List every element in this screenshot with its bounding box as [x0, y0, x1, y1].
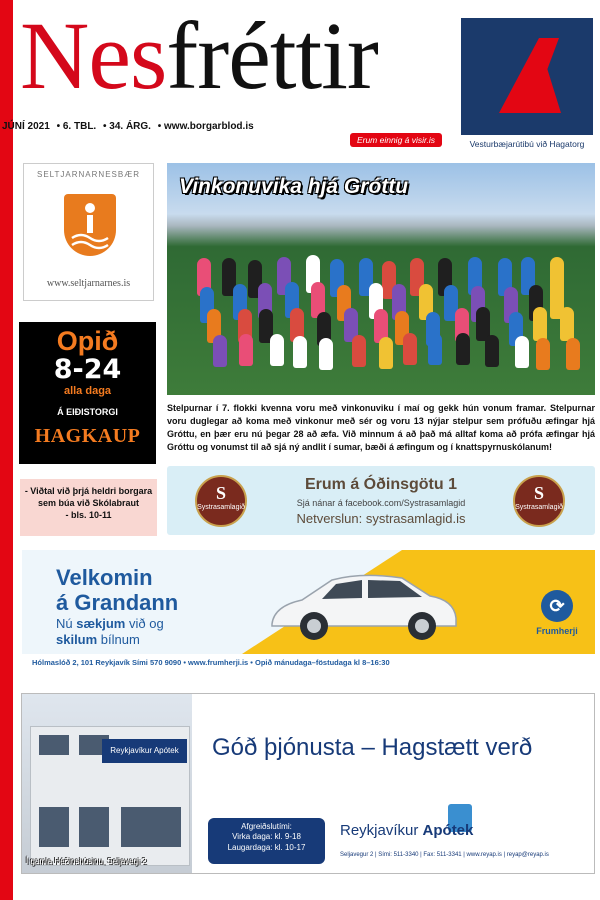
child-figure — [533, 307, 547, 341]
frumherji-sub-1: Nú sækjum við og — [56, 616, 164, 631]
issue-website[interactable]: • www.borgarblod.is — [157, 121, 254, 132]
hagkaup-hours: 8-24 — [53, 354, 122, 385]
child-figure — [485, 335, 499, 367]
seltjarnarnes-ad[interactable] — [23, 163, 154, 301]
child-figure — [428, 333, 442, 365]
teaser-line-1: - Viðtal við þrjá heldri borgara — [24, 486, 153, 496]
apotek-headline: Góð þjónusta – Hagstætt verð — [212, 734, 533, 761]
systrasamlagid-logo-left: S Systrasamlagið — [195, 475, 247, 527]
child-figure — [213, 335, 227, 367]
issue-number: • 6. TBL. — [56, 121, 97, 132]
teaser-line-2: sem búa við Skólabraut — [37, 498, 140, 509]
bank-caption: Vesturbæjarútibú við Hagatorg — [469, 139, 585, 149]
apotek-ad[interactable] — [21, 693, 595, 874]
pharmacy-building-photo — [22, 694, 192, 874]
frumherji-headline-1: Velkomin — [56, 565, 153, 590]
systrasamlagid-facebook: Sjá nánar á facebook.com/Systrasamlagid — [296, 498, 466, 508]
hours-saturday: Laugardaga: kl. 10-17 — [227, 842, 306, 852]
car-icon — [262, 566, 462, 646]
apotek-footer: Seljavegur 2 | Sími: 511-3340 | Fax: 511-3341 | www.reyap.is | reyap@reyap.is — [340, 852, 549, 858]
systrasamlagid-ad[interactable] — [167, 466, 595, 535]
child-figure — [239, 334, 253, 366]
systrasamlagid-headline: Erum á Óðinsgötu 1 — [304, 476, 457, 493]
child-figure — [536, 338, 550, 370]
main-story-title: Vinkonuvika hjá Gróttu — [179, 175, 409, 198]
hagkaup-logo: HAGKAUP — [34, 424, 141, 447]
teaser-line-3: - bls. 10-11 — [65, 510, 112, 521]
left-red-bar — [0, 0, 13, 900]
child-figure — [379, 337, 393, 369]
seltjarnarnes-title: SELTJARNARNESBÆR — [37, 170, 140, 179]
frumherji-ad[interactable] — [22, 550, 595, 668]
hours-title: Afgreiðslutími: — [241, 822, 292, 831]
pharmacy-sign: Reykjavíkur Apótek — [102, 739, 187, 763]
systrasamlagid-web: Netverslun: systrasamlagid.is — [296, 511, 466, 526]
child-figure — [319, 338, 333, 370]
frumherji-logo-icon: ⟳ — [541, 590, 573, 622]
hagkaup-open: Opið — [56, 326, 119, 356]
hagkaup-ad[interactable] — [19, 322, 156, 464]
issue-info — [2, 121, 258, 132]
photo-caption: Í gamla Héðinshúsinu, Seljavegi 2 — [26, 857, 147, 866]
child-figure — [403, 333, 417, 365]
child-figure — [515, 336, 529, 368]
child-figure — [560, 307, 574, 341]
frumherji-sub-2: skilum bílnum — [56, 632, 140, 647]
newspaper-logo: Nesfréttir — [20, 2, 378, 109]
main-story-caption: Stelpurnar í 7. flokki kvenna voru með vinkonuviku í maí og gekk hún vonum framar. Stelpurnar voru duglegar að koma með vinkonur með sér og voru 13 nýjar stelpur sem prófuðu æfingar hjá Gróttu, en þær eru nú þegar 28 að æfa. Við minnum á að það má alltaf koma að prófa æfingar hjá Gróttu og vonumst til að sjá ný andlit í sumar, bæði á æfingum og í knattspyrnuskólanum! — [167, 403, 595, 453]
child-figure — [293, 336, 307, 368]
issue-date: JÚNÍ 2021 — [2, 121, 50, 132]
visir-badge[interactable]: Erum einnig á visir.is — [350, 133, 442, 147]
child-figure — [352, 335, 366, 367]
frumherji-headline-2: á Grandann — [56, 590, 179, 615]
frumherji-logo — [527, 590, 587, 636]
main-story-photo — [167, 163, 595, 395]
vesturbaejar-ad[interactable] — [461, 18, 593, 153]
masthead — [20, 2, 440, 124]
hagkaup-place: Á EIÐISTORGI — [57, 406, 118, 417]
frumherji-footer: Hólmaslóð 2, 101 Reykjavík Sími 570 9090 • www.frumherji.is • Opið mánudaga–föstudaga kl 8–16:30 — [32, 658, 390, 667]
interview-teaser[interactable] — [20, 479, 157, 536]
child-figure — [566, 338, 580, 370]
child-figure — [270, 334, 284, 366]
issue-year: • 34. ÁRG. — [103, 121, 151, 132]
systrasamlagid-logo-right: S Systrasamlagið — [513, 475, 565, 527]
crest-icon — [64, 194, 116, 256]
hagkaup-days: alla daga — [63, 384, 112, 397]
hours-weekday: Virka daga: kl. 9-18 — [232, 832, 301, 842]
opening-hours — [208, 818, 325, 864]
apotek-brand: Reykjavíkur Apótek — [340, 822, 474, 839]
frumherji-brand: Frumherji — [536, 626, 578, 636]
bank-logo — [461, 18, 593, 135]
child-figure — [456, 333, 470, 365]
seltjarnarnes-url: www.seltjarnarnes.is — [46, 278, 131, 289]
